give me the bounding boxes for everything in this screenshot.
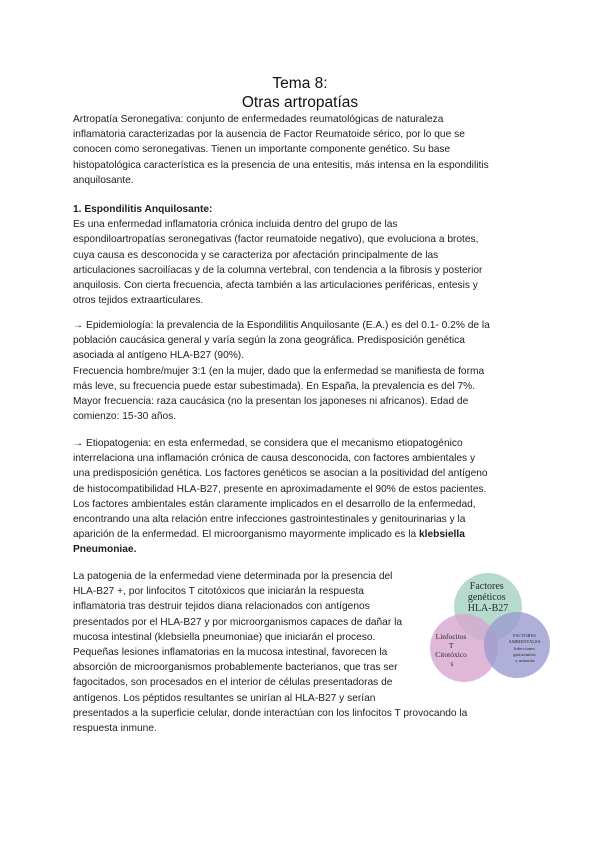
venn-left-label: Linfocitos T Citotóxico s xyxy=(435,632,467,668)
pathogenesis-line: inflamatoria tras destruir tejidos diana relacionados con antígenos xyxy=(73,601,370,613)
intro-line: inflamatoria caracterizadas por la ausencia de Factor Reumatoide sérico, por lo que se xyxy=(73,129,465,141)
pathogenesis-line: absorción de microorganismos probablemente bacterianos, que tras ser xyxy=(73,662,398,674)
pathogenesis-line: antígenos. Los péptidos resultantes se unirían al HLA-B27 y serían xyxy=(73,692,376,704)
pathogenesis-line: fagocitados, son procesados en el interior de células presentadoras de xyxy=(73,677,393,689)
topic-number-title: Tema 8: xyxy=(272,75,328,92)
venn-right-label: FACTORES AMBIENTALES Infecciones gastrointesti y urinarias xyxy=(508,633,541,663)
section1-line: articulaciones sacroilíacas y de la columna vertebral, con tendencia a la fibrosis y posterior xyxy=(73,264,483,276)
pathogenesis-wrap-block xyxy=(73,569,423,706)
venn-circle-environmental xyxy=(484,612,550,678)
epidemiology-paragraph xyxy=(73,318,533,424)
microorganism-species: Pneumoniae. xyxy=(73,544,137,556)
intro-line: histopatológica característica es la presencia de una entesitis, más intensa en la espondilitis xyxy=(73,159,489,171)
section1-line: cuya causa es desconocida y se caracteriza por afectación principalmente de las xyxy=(73,249,439,261)
etiopathogenesis-line: encontrando una alta relación entre infecciones gastrointestinales y genitourinarias y la xyxy=(73,514,466,526)
etiopathogenesis-line: → Etiopatogenia: en esta enfermedad, se considera que el mecanismo etiopatogénico xyxy=(73,438,463,449)
section1-line: espondiloartropatías seronegativas (factor reumatoide negativo), que evoluciona a brotes, xyxy=(73,234,479,246)
pathogenesis-line: HLA-B27 +, por linfocitos T citotóxicos que iniciarán la respuesta xyxy=(73,586,364,598)
epidemiology-line: más leve, su frecuencia puede estar subestimada). En España, la prevalencia es del 7%. xyxy=(73,380,476,392)
venn-diagram xyxy=(422,573,554,685)
pathogenesis-line: presentados a la superficie celular, donde interactúan con los linfocitos T provocando la xyxy=(73,707,468,719)
etiopathogenesis-line xyxy=(73,527,533,542)
topic-title: Otras artropatías xyxy=(241,94,359,111)
epidemiology-line: Mayor frecuencia: raza caucásica (no la presentan los japoneses ni africanos). Edad de xyxy=(73,396,469,408)
epidemiology-line: población caucásica general y varía según la zona geográfica. Predisposición genética xyxy=(73,335,465,347)
pathogenesis-line: presentados por el HLA-B27 y por microorganismos capaces de dañar la xyxy=(73,616,403,628)
etiopathogenesis-line: Los factores ambientales están claramente implicados en el desarrollo de la enfermedad, xyxy=(73,498,476,510)
intro-line: anquilosante. xyxy=(73,174,134,186)
epidemiology-line: Frecuencia hombre/mujer 3:1 (en la mujer, dado que la enfermedad se manifiesta de forma xyxy=(73,365,485,377)
pathogenesis-line: mucosa intestinal (klebsiella pneumoniae) que iniciarán el proceso. xyxy=(73,631,376,643)
pathogenesis-line: La patogenia de la enfermedad viene determinada por la presencia del xyxy=(73,571,393,582)
section1-heading: 1. Espondilitis Anquilosante: xyxy=(73,204,213,215)
etiopathogenesis-line: interrelaciona una inflamación crónica de causa desconocida, con factores ambientales y xyxy=(73,453,476,465)
section1-line: anquilosis. Con cierta frecuencia, afecta también a las articulaciones periféricas, entesis y xyxy=(73,280,478,292)
etiopathogenesis-line: una predisposición genética. Los factores genéticos se asocian a la positividad del antígeno xyxy=(73,468,488,480)
etiopathogenesis-line: de histocompatibilidad HLA-B27, presente en aproximadamente el 90% de estos pacientes. xyxy=(73,483,487,495)
etiopathogenesis-paragraph xyxy=(73,436,533,558)
microorganism-name: klebsiella xyxy=(418,529,465,541)
section1-line: Es una enfermedad inflamatoria crónica incluida dentro del grupo de las xyxy=(73,219,398,231)
epidemiology-line: → Epidemiología: la prevalencia de la Espondilitis Anquilosante (E.A.) es del 0.1- 0.2% de la xyxy=(73,320,490,331)
intro-line: conocen como seronegativas. Tienen un importante componente genético. Su base xyxy=(73,144,451,156)
pathogenesis-line: Pequeñas lesiones inflamatorias en la mucosa intestinal, favorecen la xyxy=(73,647,388,659)
epidemiology-line: comienzo: 15-30 años. xyxy=(73,411,177,423)
pathogenesis-line: respuesta inmune. xyxy=(73,723,157,735)
intro-line: Artropatía Seronegativa: conjunto de enfermedades reumatológicas de naturaleza xyxy=(73,114,444,125)
venn-top-label: Factores genéticos HLA-B27 xyxy=(467,581,509,614)
intro-paragraph xyxy=(73,112,533,188)
section1 xyxy=(73,202,533,308)
section1-line: otros tejidos extraarticulares. xyxy=(73,295,204,307)
etiopathogenesis-text: aparición de la enfermedad. El microorganismo mayormente implicado es la xyxy=(73,529,419,541)
epidemiology-line: asociada al antígeno HLA-B27 (90%). xyxy=(73,350,245,362)
